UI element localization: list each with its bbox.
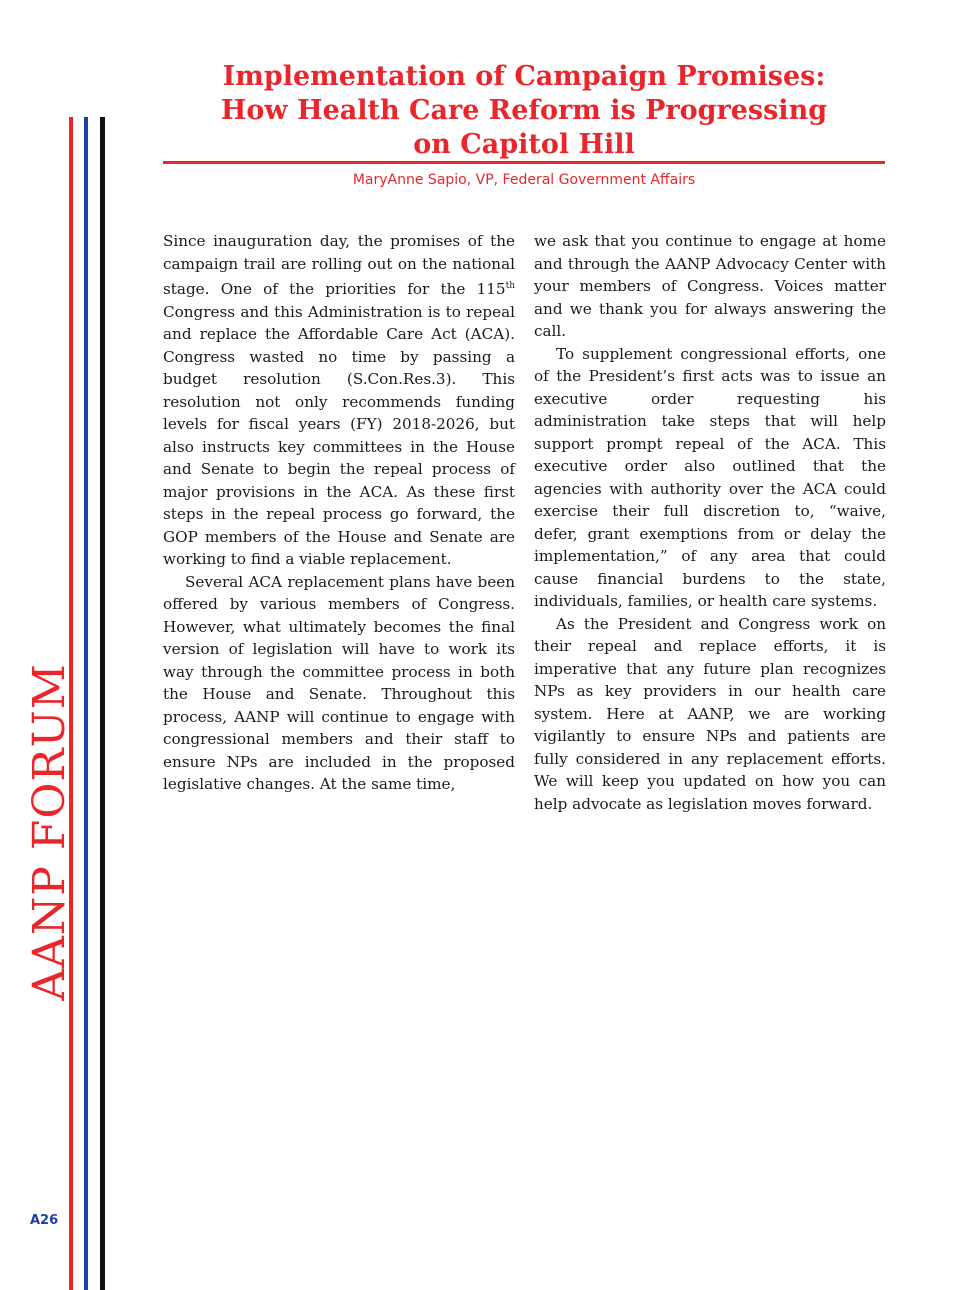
paragraph — [163, 230, 515, 571]
page-number: A26 — [30, 1213, 59, 1228]
right-column — [534, 230, 886, 815]
paragraph: As the President and Congress work on their repeal and replace efforts, it is imperative that any future plan recognizes NPs as key providers in our health care system. Here at AANP, we are working vigilantly to ensure NPs and patients are fully considered in any replacement efforts. We will keep you updated on how you can help advocate as legislation moves forward. — [534, 614, 886, 813]
byline: MaryAnne Sapio, VP, Federal Government Affairs — [352, 172, 696, 188]
paragraph-text: Congress and this Administration is to repeal and replace the Affordable Care Act (ACA). Congress wasted no time by passing a budget resolution (S.Con.Res.3). This resolution not only recommends funding levels for fiscal years (FY) 2018-2026, but also instructs key committees in the House and Senate to begin the repeal process of major provisions in the ACA. As these first steps in the repeal process go forward, the GOP members of the House and Senate are working to find a viable replacement. — [163, 302, 515, 569]
paragraph-text: Since inauguration day, the promises of the campaign trail are rolling out on the national stage. One of the priorities for the 115 — [163, 232, 515, 299]
title-line-3: on Capitol Hill — [413, 129, 635, 160]
left-column — [163, 230, 515, 796]
sidebar-journal-title: AANP FORUM — [24, 663, 75, 1001]
superscript: th — [505, 281, 515, 291]
title-rule — [163, 161, 885, 164]
black-stripe — [100, 117, 105, 1290]
article-title — [163, 60, 885, 162]
paragraph: To supplement congressional efforts, one of the President’s first acts was to issue an executive order requesting his administration take steps that will help support prompt repeal of the ACA. This executive order also outlined that the agencies with authority over the ACA could exercise their full discretion to, “waive, defer, grant exemptions from or delay the implementation,” of any area that could cause financial burdens to the state, individuals, families, or health care systems. — [534, 344, 886, 610]
paragraph: we ask that you continue to engage at home and through the AANP Advocacy Center with your members of Congress. Voices matter and we thank you for always answering the call. — [534, 232, 886, 340]
title-line-1: Implementation of Campaign Promises: — [222, 61, 826, 92]
paragraph: Several ACA replacement plans have been offered by various members of Congress. However, what ultimately becomes the final version of legislation will have to work its way through the committee process in both the House and Senate. Throughout this process, AANP will continue to engage with congressional members and their staff to ensure NPs are included in the proposed legislative changes. At the same time, — [163, 572, 515, 794]
title-line-2: How Health Care Reform is Progressing — [220, 95, 828, 126]
blue-stripe — [84, 117, 88, 1290]
